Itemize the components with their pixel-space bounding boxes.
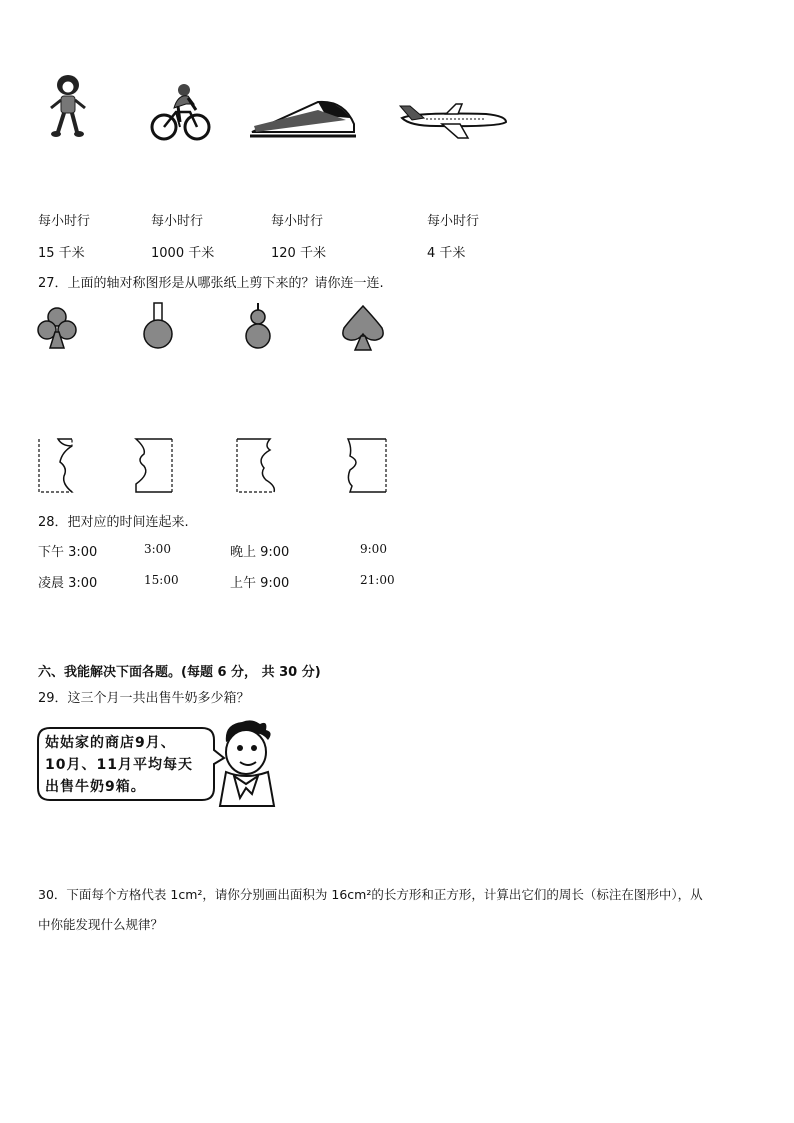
club-shape-icon [36,306,78,350]
walking-girl-icon [46,74,90,138]
speed-value: 15 千米 [38,246,85,261]
speed-label: 每小时行 [427,214,480,229]
speed-value: 4 千米 [427,246,466,261]
speed-value: 1000 千米 [151,246,215,261]
bottle-shape-icon [142,302,174,350]
cut-paper-a-icon [38,438,78,494]
time-cell: 9:00 [360,542,387,556]
speed-label: 每小时行 [271,214,324,229]
time-cell: 15:00 [144,573,179,587]
boy-icon [212,718,282,808]
high-speed-train-icon [248,96,358,140]
bubble-line: 10月、11月平均每天 [45,757,193,773]
time-cell: 晚上 9:00 [230,545,290,560]
cyclist-icon [150,82,212,142]
cut-paper-c-icon [236,438,278,494]
cut-paper-b-icon [132,438,174,494]
question-30-line2: 中你能发现什么规律？ [38,917,164,932]
question-28: 28．把对应的时间连起来. [38,515,189,530]
question-30-line1: 30．下面每个方格代表 1cm²，请你分别画出面积为 16cm²的长方形和正方形，计算出它们的周长（标注在图形中），从 [38,887,703,902]
bubble-line: 姑姑家的商店9月、 [45,735,176,751]
speed-label: 每小时行 [38,214,91,229]
speed-label: 每小时行 [151,214,204,229]
question-27: 27．上面的轴对称图形是从哪张纸上剪下来的？请你连一连. [38,276,384,291]
time-cell: 21:00 [360,573,395,587]
time-cell: 凌晨 3:00 [38,576,98,591]
question-29: 29．这三个月一共出售牛奶多少箱？ [38,691,250,706]
airplane-icon [396,100,508,140]
gourd-shape-icon [244,302,272,350]
section-heading: 六、我能解决下面各题。(每题 6 分， 共 30 分) [38,665,321,680]
bubble-line: 出售牛奶9箱。 [45,779,146,795]
time-cell: 上午 9:00 [230,576,290,591]
time-cell: 下午 3:00 [38,545,98,560]
time-cell: 3:00 [144,542,171,556]
speed-value: 120 千米 [271,246,326,261]
spade-shape-icon [340,304,386,352]
cut-paper-d-icon [346,438,388,494]
